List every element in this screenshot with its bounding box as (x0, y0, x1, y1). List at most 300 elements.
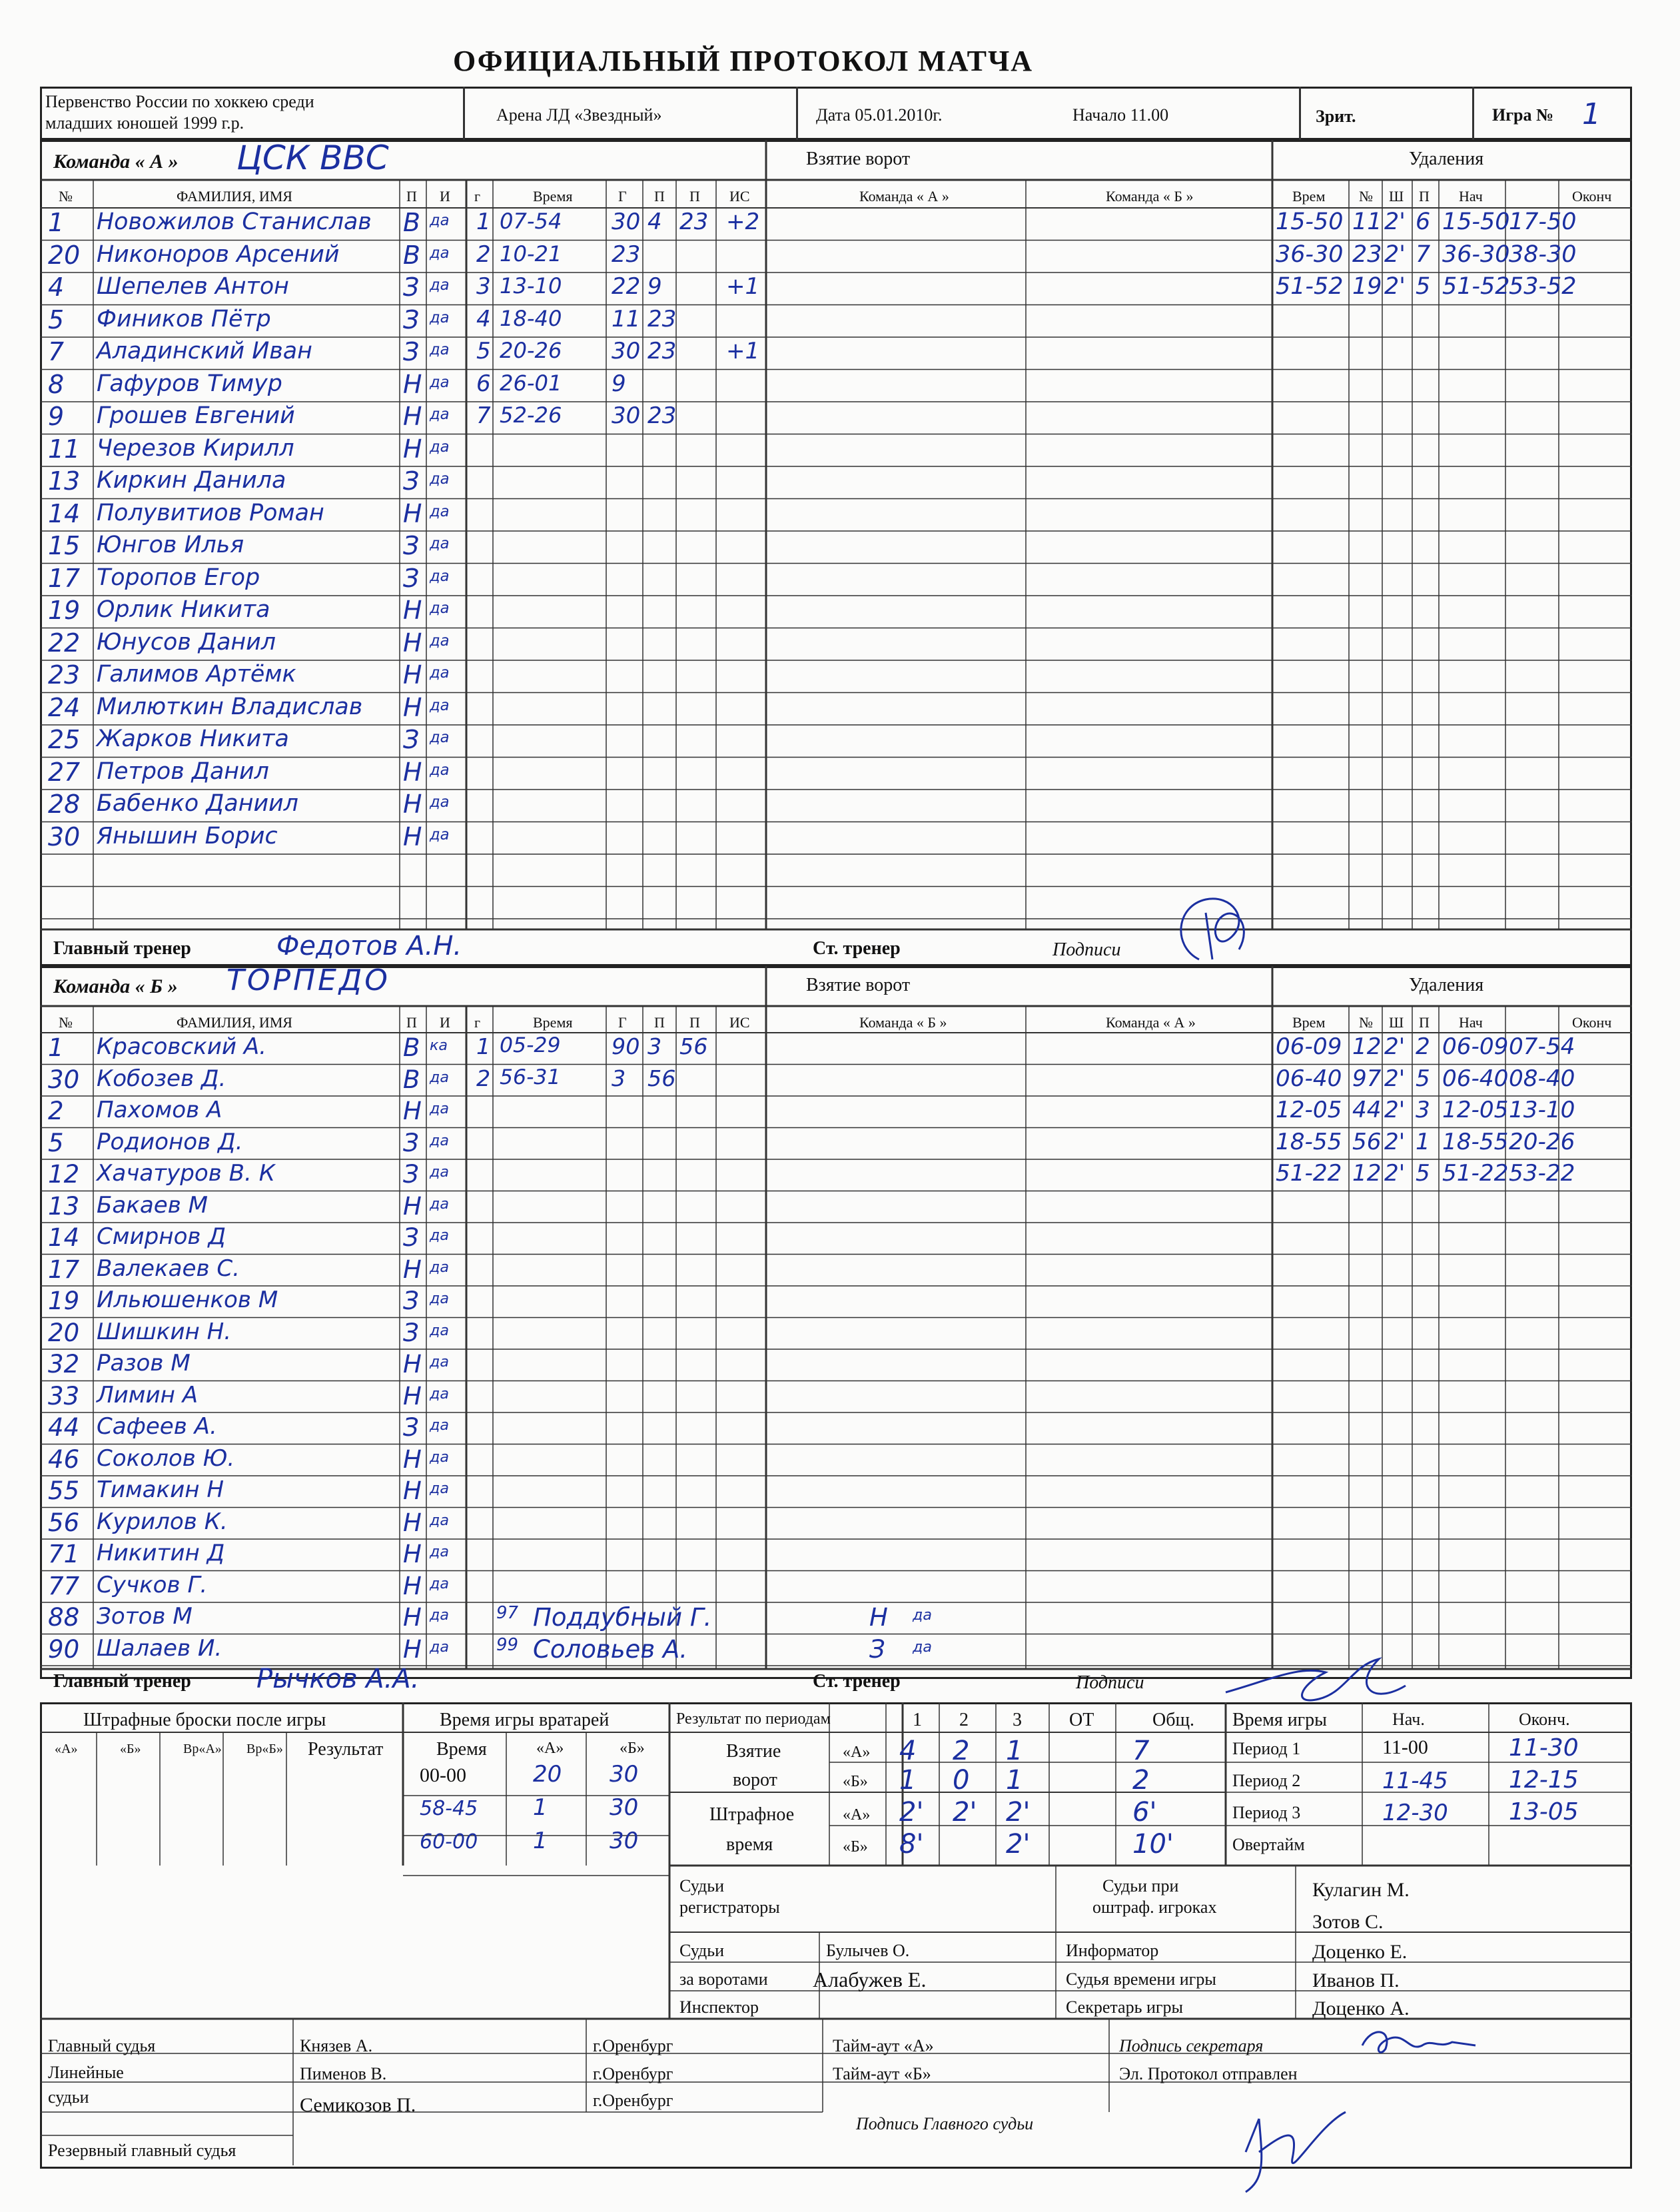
penalty-code: 2 (1416, 1033, 1430, 1060)
game-time-start-value: 11-00 (1382, 1736, 1428, 1758)
player-position: Н (403, 1350, 422, 1379)
player-played: да (430, 761, 450, 779)
player-position: З (403, 1128, 419, 1157)
player-position: В (403, 1065, 420, 1094)
player-position: Н (403, 660, 422, 690)
goal-number: 1 (476, 1033, 491, 1059)
b-col-strength: ИС (729, 1014, 750, 1031)
penalty-player: 97 (1352, 1065, 1382, 1092)
linesmen-label2: судьи (48, 2087, 89, 2107)
player-position: Н (403, 369, 422, 399)
player-name: Ильюшенков М (97, 1287, 278, 1313)
penalty-start: 36-30 (1442, 241, 1510, 268)
player-number: 12 (48, 1160, 80, 1189)
penalties-title-a: Удаления (1409, 149, 1484, 169)
a-col-pen-code: П (1419, 188, 1430, 205)
penalty-time: 51-22 (1276, 1160, 1342, 1187)
player-played: да (430, 535, 450, 552)
player-number: 20 (48, 240, 81, 270)
player-number: 2 (48, 1097, 64, 1125)
player-number: 9 (48, 402, 65, 431)
penalty-code: 6 (1416, 209, 1431, 235)
player-position: Н (403, 1571, 422, 1600)
penalty-start: 51-22 (1442, 1160, 1509, 1187)
penalty-minutes: 2' (1384, 1128, 1406, 1155)
goal-assist1: 3 (647, 1033, 662, 1059)
player-position: Н (403, 1191, 422, 1221)
player-played: да (430, 794, 450, 811)
player-name: Черезов Кирилл (97, 434, 294, 462)
penalty-box-judge2: Зотов С. (1312, 1911, 1384, 1933)
player-played: да (430, 1290, 449, 1307)
player-position: Н (403, 1381, 422, 1410)
goal-time: 07-54 (500, 209, 562, 234)
penalty-start: 06-40 (1442, 1065, 1509, 1092)
penalty-minutes: 2' (1384, 241, 1406, 268)
player-number: 19 (48, 596, 81, 625)
competition-line2: младших юношей 1999 г.р. (45, 113, 244, 133)
team-b-sign-label: Подписи (1076, 1672, 1144, 1693)
player-position: Н (403, 1444, 422, 1474)
goal-assist1: 23 (647, 402, 677, 429)
period-goalsA-1: 2 (953, 1736, 970, 1766)
player-name: Галимов Артёмк (97, 661, 296, 688)
goalie-a-value: 1 (533, 1828, 548, 1854)
player-played: да (430, 373, 450, 391)
player-number: 17 (48, 1255, 80, 1284)
player-number: 19 (48, 1287, 80, 1315)
player-position: Н (403, 1255, 422, 1284)
player-number: 15 (48, 531, 81, 560)
player-name: Кобозев Д. (97, 1065, 226, 1092)
player-played: да (430, 341, 450, 358)
goal-scorer: 22 (612, 273, 641, 300)
a-col-team2: Команда « Б » (1106, 188, 1194, 205)
player-position: Н (403, 402, 422, 431)
penalty-code: 3 (1416, 1097, 1430, 1123)
competition-line1: Первенство России по хоккею среди (45, 92, 314, 111)
game-time-end-value: 11-30 (1509, 1734, 1579, 1762)
match-date: Дата 05.01.2010г. (816, 105, 943, 125)
b-col-pen-end: Оконч (1572, 1014, 1612, 1031)
secretary-sign-label: Подпись секретаря (1119, 2036, 1264, 2055)
game-number: 1 (1582, 97, 1601, 131)
player-played: да (430, 1321, 449, 1339)
b-col-assist2: П (689, 1014, 700, 1031)
b-col-pen-no: № (1359, 1014, 1373, 1031)
penalty-time: 06-09 (1276, 1033, 1342, 1060)
player-name: Милюткин Владислав (97, 693, 363, 720)
goal-judge2: Алабужев Е. (813, 1967, 927, 1991)
goal-judges-label2: за воротами (679, 1969, 768, 1989)
player-number: 55 (48, 1476, 80, 1505)
period-pimB-0: 8' (899, 1829, 924, 1860)
player-played: да (430, 244, 450, 262)
period-pimA-4: 6' (1132, 1797, 1157, 1828)
player-played: да (430, 212, 450, 229)
player-position: З (403, 273, 420, 302)
player-name: Аладинский Иван (97, 338, 312, 364)
pim-b-label: «Б» (843, 1838, 868, 1856)
player-played: да (430, 664, 450, 682)
player-number: 11 (48, 434, 81, 464)
e-protocol-label: Эл. Протокол отправлен (1119, 2064, 1298, 2083)
period-goalsA-4: 7 (1132, 1736, 1150, 1766)
player-position: Н (403, 822, 422, 851)
player-position: Н (403, 1097, 422, 1125)
player-name: Фиников Пётр (97, 305, 271, 332)
player-name: Тимакин Н (97, 1476, 224, 1503)
player-number: 23 (48, 660, 81, 690)
secretary: Доценко А. (1312, 1997, 1410, 2019)
goal-assist1: 56 (647, 1065, 676, 1091)
reserve-referee-label: Резервный главный судья (48, 2141, 236, 2160)
pim-row-label2: время (726, 1834, 773, 1855)
start-time: Начало 11.00 (1072, 105, 1169, 125)
goal-number: 2 (476, 241, 491, 268)
player-name: Юнгов Илья (97, 532, 244, 558)
period-pimA-0: 2' (899, 1797, 924, 1828)
player-name: Пахомов А (97, 1097, 222, 1123)
team-a-coach: Федотов А.Н. (276, 931, 462, 961)
goalie-time: 60-00 (420, 1830, 478, 1854)
player-played: да (430, 1480, 449, 1497)
goal-scorer: 23 (612, 241, 641, 268)
goalie-time-title: Время игры вратарей (440, 1710, 610, 1730)
player-position: Н (403, 498, 422, 528)
player-played: да (430, 632, 450, 650)
player-position: Н (403, 434, 422, 464)
goal-number: 5 (476, 338, 491, 364)
player-name: Бабенко Даниил (97, 790, 298, 817)
player-name: Торопов Егор (97, 564, 260, 591)
goals-row-label1: Взятие (726, 1741, 781, 1762)
penalty-box-label1: Судьи при (1102, 1876, 1179, 1896)
registrars-label1: Судьи (679, 1876, 725, 1896)
goals-row-label2: ворот (733, 1770, 777, 1790)
team-b-label: Команда « Б » (53, 975, 178, 997)
b-col-name: ФАМИЛИЯ, ИМЯ (177, 1014, 292, 1031)
team-a-sign-label: Подписи (1052, 939, 1121, 960)
goal-time: 18-40 (500, 305, 562, 331)
timeout-b-label: Тайм-аут «Б» (833, 2064, 931, 2083)
secretary-signature (1359, 2019, 1479, 2065)
player-number: 88 (48, 1603, 80, 1632)
b-col-team2: Команда « А » (1106, 1014, 1196, 1031)
player-played: да (430, 1606, 449, 1624)
player-number: 7 (48, 337, 65, 366)
penalty-minutes: 2' (1384, 1160, 1406, 1187)
player-name: Сафеев А. (97, 1413, 217, 1440)
goal-scorer: 30 (612, 209, 641, 235)
penalty-end: 20-26 (1509, 1128, 1575, 1155)
penalty-minutes: 2' (1384, 1033, 1406, 1060)
player-position: З (403, 1287, 419, 1315)
penalty-code: 5 (1416, 273, 1431, 300)
period-goalsB-0: 1 (899, 1765, 917, 1796)
player-number: 32 (48, 1350, 80, 1379)
player-name: Шепелев Антон (97, 273, 289, 300)
shootout-va-label: Вр«А» (183, 1742, 222, 1756)
player-name: Красовский А. (97, 1033, 266, 1060)
penalty-player: 56 (1352, 1128, 1382, 1155)
ot-col: ОТ (1069, 1710, 1094, 1730)
game-time-period: Период 1 (1232, 1739, 1301, 1758)
penalty-start: 51-52 (1442, 273, 1510, 300)
player-number: 56 (48, 1508, 80, 1537)
player-position: Н (403, 1540, 422, 1568)
period-pimB-2: 2' (1006, 1829, 1031, 1860)
main-referee-signature (1232, 2099, 1366, 2199)
penalty-minutes: 2' (1384, 273, 1406, 300)
player-played: да (430, 1416, 449, 1434)
goal-scorer: 30 (612, 402, 641, 429)
penalty-time: 36-30 (1276, 241, 1344, 268)
player-name: Хачатуров В. К (97, 1160, 275, 1187)
goal-number: 2 (476, 1065, 491, 1091)
player-number: 17 (48, 563, 81, 593)
player-position: З (403, 1160, 419, 1189)
penalty-end: 08-40 (1509, 1065, 1575, 1092)
extra-player-name: Поддубный Г. (533, 1603, 712, 1632)
extra-player-name: Соловьев А. (533, 1634, 688, 1664)
player-position: З (403, 725, 420, 754)
penalty-player: 12 (1352, 1033, 1382, 1060)
player-played: да (430, 438, 450, 456)
player-played: да (430, 1100, 449, 1117)
goal-time: 20-26 (500, 338, 562, 363)
goalie-b-label: «Б» (620, 1740, 645, 1757)
penalty-code: 5 (1416, 1065, 1430, 1092)
registrars-label2: регистраторы (679, 1898, 780, 1917)
period-goalsB-2: 1 (1006, 1765, 1023, 1796)
player-number: 1 (48, 208, 65, 237)
player-name: Зотов М (97, 1603, 193, 1630)
period-1-col: 1 (913, 1710, 922, 1730)
player-played: да (430, 1163, 449, 1181)
b-col-no: № (59, 1014, 73, 1031)
goalie-b-value: 30 (610, 1761, 639, 1788)
player-name: Смирнов Д (97, 1223, 226, 1250)
goal-time: 26-01 (500, 370, 562, 396)
player-name: Валекаев С. (97, 1255, 240, 1282)
player-played: да (430, 1574, 449, 1592)
goal-strength: +1 (726, 273, 760, 300)
extra-player-number: 99 (496, 1634, 518, 1655)
player-number: 14 (48, 498, 81, 528)
penalty-player: 19 (1352, 273, 1382, 300)
player-number: 1 (48, 1033, 64, 1062)
team-a-coach-label: Главный тренер (53, 938, 191, 959)
penalty-end: 53-22 (1509, 1160, 1575, 1187)
player-name: Грошев Евгений (97, 402, 295, 429)
goal-time: 13-10 (500, 273, 562, 298)
shootout-result-label: Результат (308, 1739, 384, 1760)
shootout-vb-label: Вр«Б» (246, 1742, 283, 1756)
b-col-pen-start: Нач (1459, 1014, 1483, 1031)
goal-number: 4 (476, 305, 491, 332)
linesman1: Пименов В. (300, 2064, 387, 2083)
player-name: Новожилов Станислав (97, 209, 372, 235)
player-played: да (430, 406, 450, 423)
player-name: Янышин Борис (97, 822, 278, 849)
player-number: 46 (48, 1444, 80, 1474)
team-b-name: ТОРПЕДО (226, 963, 390, 997)
b-col-pen-time: Врем (1292, 1014, 1326, 1031)
player-played: да (430, 1384, 449, 1402)
goals-b-label: «Б» (843, 1773, 868, 1790)
player-played: да (430, 308, 450, 326)
goalie-b-value: 30 (610, 1794, 639, 1821)
player-number: 24 (48, 692, 81, 722)
secretary-label: Секретарь игры (1066, 1997, 1183, 2017)
goal-judges-label1: Судьи (679, 1941, 725, 1960)
a-col-goal: г (474, 188, 481, 205)
team-a-asst-label: Ст. тренер (813, 938, 901, 959)
period-goalsA-2: 1 (1006, 1736, 1023, 1766)
player-played: да (430, 1511, 449, 1529)
team-b-coach: Рычков А.А. (256, 1664, 420, 1694)
goalie-time: 00-00 (420, 1764, 466, 1786)
period-results-title: Результат по периодам (676, 1710, 831, 1728)
player-position: З (403, 1223, 419, 1252)
timeout-a-label: Тайм-аут «А» (833, 2036, 934, 2055)
goal-scorer: 9 (612, 370, 626, 397)
period-goalsB-1: 0 (953, 1765, 970, 1796)
penalty-start: 06-09 (1442, 1033, 1509, 1060)
player-played: да (430, 502, 450, 520)
goalie-a-label: «А» (536, 1740, 564, 1757)
period-pimB-4: 10' (1132, 1829, 1174, 1860)
goals-a-label: «А» (843, 1744, 871, 1761)
player-position: З (403, 337, 420, 366)
team-b-coach-label: Главный тренер (53, 1671, 191, 1692)
informator-label: Информатор (1066, 1941, 1159, 1960)
penalty-time: 18-55 (1276, 1128, 1342, 1155)
period-pimA-1: 2' (953, 1797, 977, 1828)
b-col-time: Время (533, 1014, 573, 1031)
player-position: Н (403, 1476, 422, 1505)
b-col-played: И (440, 1014, 450, 1031)
game-time-end: Оконч. (1519, 1710, 1570, 1729)
inspector-label: Инспектор (679, 1997, 759, 2017)
a-col-pen-start: Нач (1459, 188, 1483, 205)
main-referee: Князев А. (300, 2036, 373, 2055)
player-name: Сучков Г. (97, 1571, 208, 1598)
player-name: Жарков Никита (97, 726, 289, 752)
player-name: Никитин Д (97, 1540, 225, 1566)
a-col-no: № (59, 188, 73, 205)
extra-player-played: да (913, 1638, 932, 1656)
goal-time: 05-29 (500, 1033, 561, 1057)
goal-time: 10-21 (500, 241, 562, 267)
b-col-pen-min: Ш (1389, 1014, 1404, 1031)
arena: Арена ЛД «Звездный» (496, 105, 662, 125)
player-position: В (403, 1033, 420, 1062)
player-position: З (403, 563, 420, 593)
b-col-assist1: П (654, 1014, 665, 1031)
a-col-played: И (440, 188, 450, 205)
timekeeper-label: Судья времени игры (1066, 1969, 1216, 1989)
goal-assist1: 4 (647, 209, 662, 235)
player-played: да (430, 276, 450, 294)
penalty-time: 06-40 (1276, 1065, 1342, 1092)
goalie-a-value: 20 (533, 1761, 562, 1788)
player-played: да (430, 600, 450, 617)
a-col-pos: П (406, 188, 417, 205)
pim-a-label: «А» (843, 1806, 871, 1824)
goals-title-b: Взятие ворот (806, 975, 911, 995)
b-col-pos: П (406, 1014, 417, 1031)
a-col-pen-no: № (1359, 188, 1373, 205)
player-played: да (430, 1258, 449, 1276)
player-name: Бакаев М (97, 1191, 209, 1219)
player-number: 8 (48, 369, 65, 399)
player-played: да (430, 1068, 449, 1086)
player-name: Юнусов Данил (97, 628, 276, 656)
player-played: да (430, 567, 450, 585)
player-number: 25 (48, 725, 81, 754)
penalty-minutes: 2' (1384, 1065, 1406, 1092)
team-a-name: ЦСК ВВС (236, 139, 389, 177)
period-goalsA-0: 4 (899, 1736, 917, 1766)
shootout-b-label: «Б» (120, 1742, 141, 1756)
goal-assist1: 23 (647, 338, 677, 364)
goal-number: 3 (476, 273, 491, 300)
player-name: Разов М (97, 1350, 191, 1377)
player-position: З (403, 466, 420, 496)
player-number: 5 (48, 1128, 64, 1157)
spectators-label: Зрит. (1316, 107, 1356, 126)
player-position: В (403, 208, 420, 237)
a-col-pen-min: Ш (1389, 188, 1404, 205)
goalie-a-value: 1 (533, 1794, 548, 1821)
player-position: З (403, 304, 420, 334)
player-played: да (430, 1638, 449, 1656)
penalty-start: 15-50 (1442, 209, 1510, 235)
player-played: да (430, 826, 450, 843)
extra-player-played: да (913, 1606, 932, 1624)
goal-scorer: 11 (612, 305, 641, 332)
goal-assist2: 56 (679, 1033, 708, 1059)
game-time-end-value: 12-15 (1509, 1766, 1579, 1794)
player-played: ка (430, 1037, 448, 1054)
team-a-label: Команда « А » (53, 151, 179, 173)
player-number: 13 (48, 1191, 80, 1221)
penalty-code: 1 (1416, 1128, 1430, 1155)
linesmen-label1: Линейные (48, 2063, 124, 2082)
player-name: Гафуров Тимур (97, 370, 282, 397)
penalty-time: 15-50 (1276, 209, 1344, 235)
a-col-assist2: П (689, 188, 700, 205)
goal-assist1: 23 (647, 305, 677, 332)
main-referee-label: Главный судья (48, 2036, 156, 2055)
player-name: Никоноров Арсений (97, 241, 340, 268)
player-number: 27 (48, 757, 81, 787)
goal-scorer: 3 (612, 1065, 626, 1091)
player-number: 33 (48, 1381, 80, 1410)
penalty-minutes: 2' (1384, 209, 1406, 235)
player-name: Родионов Д. (97, 1128, 243, 1155)
main-referee-sign-label: Подпись Главного судьи (856, 2114, 1034, 2133)
player-position: Н (403, 1508, 422, 1537)
goal-number: 6 (476, 370, 491, 397)
goal-strength: +1 (726, 338, 760, 364)
a-col-strength: ИС (729, 188, 750, 205)
team-b-asst-label: Ст. тренер (813, 1671, 901, 1692)
player-position: Н (403, 790, 422, 819)
player-number: 22 (48, 628, 81, 658)
